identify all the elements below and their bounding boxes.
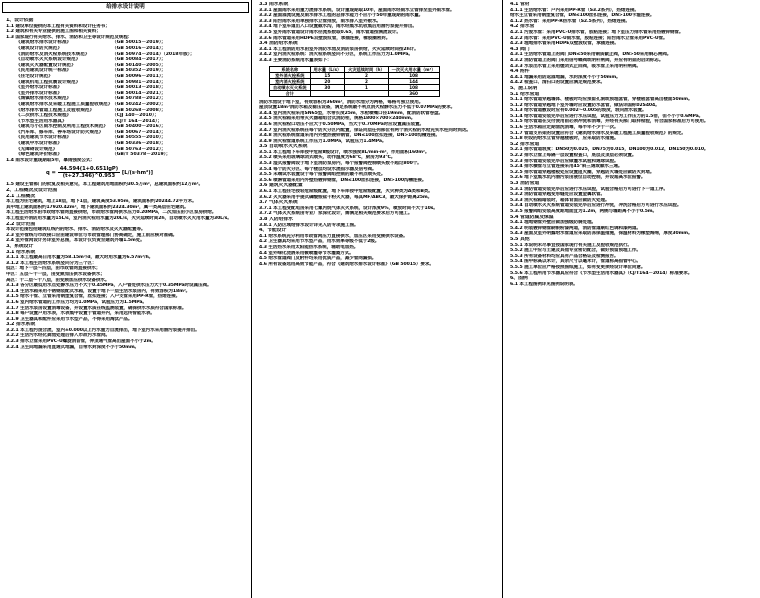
table-cell: 360 (388, 90, 439, 96)
standard-name: 《消防给水及消火栓系统技术规范》 (16, 51, 90, 57)
table-header-cell: 一次灭火用水量（m³） (388, 66, 439, 72)
text-line: 3.5.2 喷头采用玻璃球闭式喷头，动作温度为68℃，厨房为93℃。 (259, 155, 396, 161)
formula-numerator: 44.594(1+0.651lgP) (59, 166, 119, 173)
standard-name: 《建筑机电工程抗震设计规范》 (16, 79, 81, 85)
text-line: 5.5 其他 (510, 236, 530, 242)
text-line: 5.3.1 消防管道安装完毕后应进行水压试验，试验合格后方可进行下一道工序。 (510, 186, 668, 192)
text-line: 3.4.9 消火栓管道系统工作压力1.0MPa，试验压力1.4MPa。 (259, 138, 387, 144)
standard-name: 《城镇给水排水技术规范》 (16, 96, 72, 102)
sheet-column-1 (0, 0, 252, 598)
text-line: 5.5.6 本工程所用节水器具应符合《节水型生活用水器具》（CJ/T164－2014）标准要求。 (510, 270, 693, 276)
text-line: 5.5.4 图中标高以米计，其余尺寸以毫米计，管道标高指管中心。 (510, 259, 641, 265)
text-line: 5.3.3 消火栓箱暗装时，箱体背面应做防火处理。 (510, 197, 610, 203)
standard-name: 《民用建筑设计统一标准》 (16, 68, 72, 74)
text-line: 5.1.6 生活水箱应定期清洗消毒，每半年不少于一次。 (510, 125, 619, 131)
standard-code: （GB 50015－2019）； (112, 40, 166, 46)
text-line: 5.5.5 施工单位应严格按照图纸施工，如有变更须经设计单位同意。 (510, 264, 646, 270)
sheet-column-3 (504, 0, 760, 598)
rain-formula-intro: 1.4 雨水设计重现期取5年，暴雨强度公式： (6, 157, 95, 163)
table-row (270, 90, 440, 96)
table-header-row (270, 66, 440, 72)
text-line: 3.4.3 主要消防系统用水量表如下： (259, 57, 332, 63)
text-line: 其中地上建筑面积约17920.42m²，地下建筑面积约2324.30m²，属一类高层住宅建筑。 (6, 204, 189, 210)
rain-intensity-formula (46, 166, 247, 179)
text-line: 3.3.4 地下室车道出入口设置截水沟，雨水经集水坑收集后用潜污泵提升排出。 (259, 24, 417, 30)
standard-code: （GB 50014－2021）； (112, 90, 166, 96)
text-line: 1、设计依据 (6, 18, 34, 23)
standard-name: 《给水排水管道工程施工及验收规范》 (16, 107, 95, 113)
text-line: 3.3.1 屋面雨水采用重力流排水系统，设计重现期取10年，屋面雨水经雨水立管排至室外雨水管。 (259, 7, 455, 13)
text-line: 4.1 给水系统充分利用市政管网压力直接供水，加压区采用变频供水设备。 (259, 233, 408, 239)
standard-code: （GB 50974－2014）（2018年版）； (112, 51, 195, 57)
standard-name: 《节水型生活用水器具》 (16, 118, 67, 124)
text-line: 6.1 本工程图例详见图例说明表。 (510, 281, 578, 287)
text-line: 3.2.4 卫生间地漏采用直通式地漏，自带水封深度不小于50mm。 (6, 344, 140, 350)
text-line: 5.1.5 给水管道在交付使用前必须冲洗和消毒，并经有关部门取样检验，符合国家标准后方可使用。 (510, 119, 709, 125)
text-line: 4.3.2 消防管道上的阀门采用信号蝶阀或明杆闸阀，并应有明显的启闭标志。 (510, 57, 664, 63)
page-title: 给排水设计说明 (2, 2, 249, 13)
text-line: 4.4 附件 (510, 69, 530, 75)
text-line: 2.4 室外管网设计另详室外总图，本设计仅负责至建筑外墙1.5m处。 (6, 238, 145, 244)
text-line: 4.4.2 检查口、清扫口的设置应满足规范要求。 (510, 80, 605, 86)
col2-body-text-b (259, 100, 498, 268)
standard-name: 《室外排水设计标准》 (16, 90, 62, 96)
text-line: 3.3 雨水系统 (259, 2, 289, 7)
text-line: 3.4.5 消火栓箱采用带灭火器箱组合式消防柜，规格1800×700×240mm。 (259, 116, 416, 122)
text-line: 4.3.1 生活给水管道上的阀门DN≤50采用铜质截止阀，DN>50采用铜芯闸阀。 (510, 52, 672, 58)
text-line: 3.4 消防给水系统 (259, 41, 298, 47)
text-line: 5.4.1 埋地钢管外壁应做加强级防腐处理。 (510, 220, 596, 226)
standard-code: （CJJ 140－2010）； (112, 113, 159, 119)
text-line: 3.5 自动喷水灭火系统 (259, 144, 308, 150)
standard-code: （GB 50981－2014）； (112, 79, 166, 85)
text-line: 3、系统设计 (6, 243, 34, 249)
text-line: 5.2.1 排水管道坡度：DN50为0.025，DN75为0.015，DN100为0.012，DN150为0.010。 (510, 147, 709, 153)
text-line: 3.2.1 本工程污废合流，室内±0.000以上污水重力自流排出，地下室污水采用潜污泵提升排出。 (6, 327, 200, 333)
text-line: 3.8.1 人防区域给排水设计详见人防专项施工图。 (259, 222, 359, 228)
text-line: 2.1 工程概况 (6, 193, 36, 199)
text-line: 5.1.8 明设的给水立管穿越楼板时，应采取防水措施。 (510, 136, 619, 142)
col3-body-text (510, 2, 756, 287)
text-line: 3.1.4 生活水箱采用不锈钢装配式水箱，设置于地下一层生活水泵房内，有效容积为18m³。 (6, 288, 191, 294)
col2-body-text-a (259, 2, 498, 64)
text-line: 4.4 室外绿化浇洒采用微喷灌等节水灌溉方式。 (259, 250, 354, 256)
text-line: 4.4.1 地漏采用防返溢地漏，水封深度不小于50mm。 (510, 74, 621, 80)
text-line: 3.2 排水系统 (6, 322, 36, 328)
design-basis-heading-block (6, 18, 247, 40)
table-header-cell: 火灾延续时间（h） (345, 66, 388, 72)
text-line: 3.1.5 给水干管、立管采用钢塑复合管，丝扣连接；入户支管采用PP-R管，热熔连接。 (6, 294, 181, 300)
text-line: 5.2.5 排水管道穿越楼板处应设置阻火圈，穿越防火墙处应做防火封堵。 (510, 169, 655, 175)
text-line: 5.1.2 给水管道穿越地下室外墙时应设置防水套管，做法详国标02S404。 (510, 102, 660, 108)
standard-code: （GB 50268－2008）； (112, 107, 166, 113)
text-line: 屋顶设置18m³消防水箱及稳压设备，满足系统最不利点消火栓静水压力不低于0.07MPa的要求。 (259, 105, 456, 111)
formula-denominator: (t+27.346)^0.953 (62, 173, 116, 180)
standard-code: （GB 50352－2019）； (112, 68, 166, 74)
text-line: 4.3 阀门 (510, 46, 530, 52)
text-line: 2、工程概况及设计范围 (6, 188, 58, 194)
standard-code: （GB 50013－2018）； (112, 85, 166, 91)
text-line: 3.4.4 室内消火栓采用SN65型，水带长度25m，水枪喷嘴口径19mm，配消防软管卷盘。 (259, 110, 443, 116)
text-line: 5.5.2 施工中应与土建及其他专业密切配合，做好预留预埋工作。 (510, 248, 641, 254)
col1-body-text (6, 182, 247, 350)
text-line: 3.4.7 室内消火栓系统在每个防火分区内配置，保证同层任何部位有两个消火栓的水枪充实水柱同时到达。 (259, 127, 471, 133)
text-line: 5.1.7 管道支吊架的设置应符合《建筑给水排水及采暖工程施工质量验收规范》的规定。 (510, 130, 686, 136)
table-cell: 室外消火栓系统 (270, 72, 311, 78)
text-line: 3.1.3 各分区最低用水点处静水压力不大于0.45MPa，入户管处供水压力大于0.35MPa时设减压阀。 (6, 283, 212, 289)
text-line: 4.1.1 生活给水管：户内采用PP-R管（S3.2系列），热熔连接。 (510, 7, 639, 13)
standard-name: 《建筑与小区雨水控制及利用工程技术规范》 (16, 124, 108, 130)
standard-code: （GB 50400－2016）； (112, 124, 166, 130)
table-cell: 合计 (270, 90, 311, 96)
table-cell: 20 (310, 78, 345, 84)
fire-water-table (269, 66, 440, 97)
standard-name: 《建筑中水设计标准》 (16, 141, 62, 147)
table-body (270, 72, 440, 96)
text-line: 给水主立管采用钢塑复合管，DN≤100丝扣连接，DN>100卡箍连接。 (510, 13, 655, 19)
text-line: 3.1.1 本工程最高日用水量为58.15m³/d，最大时用水量为6.57m³/h。 (6, 255, 154, 261)
text-line: 4.3 生活热水采用太阳能热水系统，辅助电加热。 (259, 244, 359, 250)
text-line: 3.1.6 室内给水管道的工作压力均为1.0MPa，试验压力为1.5MPa。 (6, 299, 147, 305)
table-header-cell: 用水量（L/s） (310, 66, 345, 72)
text-line: 3.3.2 屋面溢流设施及雨水排水工程的总排水能力不应小于50年重现期的雨水量。 (259, 13, 424, 19)
text-line: 5.3.5 报警阀组安装高度距地面宜为1.2m，两侧与墙距离不小于0.5m。 (510, 208, 657, 214)
table-cell: 108 (388, 84, 439, 90)
standard-name: 《建筑给水排水及采暖工程施工质量验收规范》 (16, 101, 112, 107)
table-cell: 室内消火栓系统 (270, 78, 311, 84)
standard-code: （GB 50067－2014）； (112, 129, 166, 135)
text-line: 5.1.4 给水管道安装完毕后应进行水压试验，试验压力为工作压力的1.5倍，但不小于0.6MPa。 (510, 113, 704, 119)
table-cell: 2 (345, 72, 388, 78)
text-line: 低区：地下一层～四层，由市政管网直接供水； (6, 266, 101, 272)
text-line: 5.5.3 所有设备材料均应具有产品合格证及检测报告。 (510, 253, 619, 259)
standard-name: 《室外给水设计标准》 (16, 85, 62, 91)
standard-code: （GB/T 50378－2019）； (112, 152, 171, 158)
text-line: 3.6 建筑灭火器配置 (259, 183, 303, 189)
text-line: 3.5.4 每个防火分区、每个楼层均设水流指示器及信号阀。 (259, 166, 377, 172)
text-line: 3.2.3 排水立管采用PVC-U螺旋消音管，伸顶通气管高出屋面不小于2m。 (6, 339, 156, 345)
text-line: 3.6.1 本工程住宅按轻危险级配置，地下车库按中危险级配置，火灾种类为A类和B类。 (259, 189, 433, 195)
standard-code: （GB 50096－2011）； (112, 73, 166, 79)
text-line: 4.6 所有设备选用高效节能产品，符合《建筑给水排水设计标准》（GB 50015）要求。 (259, 261, 434, 267)
text-line: 3.6.2 灭火器采用手提式磷酸铵盐干粉灭火器，每具MF/ABC3，最大保护距离25m。 (259, 194, 433, 200)
standard-name: 《建筑给水排水设计标准》 (16, 40, 72, 46)
text-line: 4.1.2 热水管：采用PP-R热水管（S2.5系列），热熔连接。 (510, 18, 630, 24)
text-line: 3.1.2 本工程生活给水系统竖向分为三个区： (6, 260, 97, 266)
text-line: 1.1 建设单位提供的本工程有关资料和设计任务书； (6, 23, 110, 29)
standard-name: 《绿色建筑评价标准》 (16, 152, 62, 158)
standard-name: 《建筑灭火器配置设计规范》 (16, 62, 76, 68)
text-line: 5.4.3 屋面及室外明露给水管道应采取防冻保温措施，保温材料为橡塑海绵，厚度30mm。 (510, 231, 693, 237)
standard-name: 《民用建筑节水设计标准》 (16, 135, 72, 141)
text-line: 5.5.1 本说明未尽事宜按国家现行有关施工及验收规范执行。 (510, 242, 632, 248)
text-line: 3.7.2 气体灭火系统由专业厂家深化设计，需满足相关规范要求后方可施工。 (259, 211, 413, 217)
standard-code: （GB 50763－2012）； (112, 146, 166, 152)
text-line: 3.2.2 生活污水经化粪池处理后排入市政污水管网。 (6, 333, 110, 339)
text-line: 4、节能设计 (259, 228, 287, 234)
sheet-column-2 (253, 0, 503, 598)
text-line: 5.3.4 自动喷水灭火系统管道安装完毕后应进行冲洗，冲洗合格后方可进行水压试验。 (510, 203, 682, 209)
text-line: 本工程为住宅建筑，地上18层，地下1层，建筑高度53.95m，建筑面积约20244.72平方米。 (6, 199, 197, 205)
text-line: 消防水池设于地下室，有效容积为360m³，消防水池分为两格，每格可独立使用。 (259, 99, 424, 105)
standard-name: 《汽车库、修车库、停车场设计防火规范》 (16, 129, 104, 135)
text-line: 5.2.2 排水立管上每隔一层设置检查口，底层及顶层必须设置。 (510, 153, 637, 159)
text-line: 3.1.8 每户设置户用水表，水表集中设置于管道井内，采用远传智能水表。 (6, 311, 155, 317)
text-line: 3.7 气体灭火系统 (259, 200, 298, 206)
table-cell (345, 90, 388, 96)
text-line: 3.5.1 本工程地下车库按中危险Ⅱ级设计，喷水强度8L/min·m²，作用面积160m²。 (259, 149, 430, 155)
standard-code: （GB 50242－2002）； (112, 101, 166, 107)
table-cell: 1 (345, 84, 388, 90)
table-cell: 144 (388, 78, 439, 84)
text-line: 5.3 消防管道 (510, 181, 540, 186)
text-line: 4.1 管材 (510, 2, 530, 7)
text-line: 4.2 排水管 (510, 24, 535, 30)
text-line: 5.2.6 地下室集水坑内潜污泵由液位自动控制，并设超高水位报警。 (510, 175, 646, 181)
text-line: 4.2.3 埋地排水管采用HDPE双壁波纹管，承插连接。 (510, 41, 619, 47)
table-cell (310, 90, 345, 96)
text-line: 1.2 建筑和有关专业提供的施工图和相关资料； (6, 29, 101, 35)
text-line: 3.1 给水系统 (6, 249, 36, 255)
text-line: 4.2 卫生器具均采用节水型产品，用水效率等级不低于2级。 (259, 239, 380, 245)
standard-code: （GB 50084－2017）； (112, 57, 166, 63)
text-line: 3.1.9 卫生器具和配件应采用节水型产品，不得采用淘汰产品。 (6, 316, 133, 322)
text-line: 5、施工说明 (510, 85, 538, 91)
text-line: 2.2 设计范围 (6, 221, 36, 227)
formula-fraction (58, 166, 120, 179)
standard-name: 《二次供水工程技术规程》 (16, 113, 72, 119)
text-line: 3.5.6 喷淋管道采用内外壁热镀锌钢管，DN≤100丝扣连接，DN>100沟槽连接。 (259, 177, 427, 183)
table-cell: 30 (310, 84, 345, 90)
text-line: 3.3.3 阳台雨水采用单独排水立管排放，雨水排入室外散水。 (259, 18, 381, 24)
table-cell: 2 (345, 78, 388, 84)
text-line: 5.3.2 消防管道穿越变形缝处应设置金属软管。 (510, 192, 605, 198)
standard-name: 《自动喷水灭火系统设计规范》 (16, 57, 81, 63)
formula-unit: [L/(s·hm²)] (121, 170, 154, 177)
text-line: 3.3.5 室外雨水管道设计雨水径流系数取0.65，雨水管道按满流设计。 (259, 29, 401, 35)
text-line: 1.3 国家现行有关给水、排水、消防和卫生等设计规范及规程： (6, 34, 133, 40)
text-line: 6、图例 (510, 276, 528, 282)
text-line: 3.7.1 本工程变配电房采用七氟丙烷气体灭火系统，设计浓度9%，喷放时间不大于10s。 (259, 205, 438, 211)
standard-code: （CJ/T 164－2014）； (112, 118, 162, 124)
text-line: 3.5.3 湿式报警阀设于地下室消防泵房内，每个报警阀控制喷头数不超过800个。 (259, 161, 422, 167)
table-cell: 15 (310, 72, 345, 78)
text-line: 本工程室外消防用水量为15L/s，室内消火栓用水量为20L/s，火灾延续时间2h，自动喷水灭火用水量为30L/s。 (6, 216, 232, 221)
standard-name: 《住宅设计规范》 (16, 73, 53, 79)
table-header-cell: 系统名称 (270, 66, 311, 72)
text-line: 5.1.1 给水管道穿越墙体、楼板时均应预留孔洞或预埋套管，穿楼板套管高出楼面50mm。 (510, 97, 693, 103)
standard-code: （GB 50788－2012）； (112, 96, 166, 102)
text-line: 5.2.3 排水管道安装完毕后应做灌水试验和通球试验。 (510, 158, 619, 164)
text-line: 5.2.4 排水横管与立管连接采用45°斜三通或顺水三通。 (510, 164, 623, 170)
standard-code: （GB 50336－2018）； (112, 141, 166, 147)
table-cell: 108 (388, 72, 439, 78)
text-line: 4.5 给水管道阀门及附件均采用优质产品，减少管网漏损。 (259, 256, 377, 262)
text-line: 2.3 室外管线与市政接口应由建设单位与市政管理部门协商确定，施工前应核对准确。 (6, 232, 178, 238)
text-line: 本设计范围包括建筑红线内的给水、排水、消防给水及灭火器配置等。 (6, 227, 146, 233)
text-line: 3.4.8 消火栓系统管道采用内外壁热镀锌钢管，DN≤100丝扣连接，DN>100沟槽连接。 (259, 133, 440, 139)
standard-name: 《无障碍设计规范》 (16, 146, 58, 152)
text-line: 3.5.5 末端试水装置设于每个报警阀组控制的最不利点喷头处。 (259, 172, 386, 178)
text-line: 3.4.1 本工程消防用水由室外消防水池及消防泵房供给，火灾延续时间按2h计。 (259, 46, 419, 52)
formula-lhs: q = (46, 170, 56, 177)
text-line: 5.4 管道防腐及保温 (510, 214, 554, 220)
text-line: 4.2.2 雨水管：采用PVC-U雨水管，胶粘连接；阳台雨水立管采用PVC-U管。 (510, 35, 668, 41)
standards-list (6, 40, 247, 157)
text-line: 4.2.1 污废水管：采用PVC-U排水管，胶粘连接；地下室压力排水管采用热镀锌钢管。 (510, 29, 684, 35)
table-cell: 自动喷水灭火系统 (270, 84, 311, 90)
standard-code: （GB 50140－2005）； (112, 62, 166, 68)
text-line: 3.1.7 生活水泵房设置消毒设备，并设置水质在线监测装置，确保供水水质符合国家标准。 (6, 305, 187, 311)
text-line: 5.4.2 明装镀锌钢管刷银粉漆两道，消防管道刷红色调和漆两道。 (510, 225, 641, 231)
text-line: 3.4.6 消火栓栓口动压不应大于0.50MPa，当大于0.70MPa时应设置减压装置。 (259, 121, 425, 127)
standard-code: （GB 50016－2014）； (112, 45, 166, 51)
standard-name: 《建筑设计防火规范》 (16, 45, 62, 51)
text-line: 1.5 建设主管部门的批复及相关意见，本工程建筑用地面积约30.5万m²，总建筑面积约12万m²。 (6, 182, 203, 188)
text-line: 3.8 人防给排水 (259, 217, 293, 222)
text-line: 高区：十二层～十八层，由变频加压供水设备供水。 (6, 277, 110, 283)
text-line: 本工程生活给水由市政给水管网直接供给，市政给水管网供水压力0.20MPa，二次加压由小区泵房供给。 (6, 210, 217, 216)
text-line: 5.2 排水管道 (510, 141, 540, 147)
text-line: 4.3.3 水泵出水管上采用缓闭式止回阀，吸水管上采用明杆闸阀。 (510, 63, 641, 69)
text-line: 中区：五层～十一层，由变频加压供水设备供水； (6, 271, 105, 277)
text-line: 3.3.6 雨水管道采用HDPE双壁波纹管，承插连接，橡胶圈密封。 (259, 35, 391, 41)
standard-code: （GB 50555－2010）； (112, 135, 166, 141)
text-line: 3.4.2 室内消火栓系统：消火栓系统竖向不分区，系统工作压力为1.0MPa。 (259, 52, 413, 58)
text-line: 5.1 给水管道 (510, 91, 540, 97)
text-line: 5.1.3 给水管道敷设时应有0.002～0.005的坡度，坡向泄水装置。 (510, 108, 647, 114)
